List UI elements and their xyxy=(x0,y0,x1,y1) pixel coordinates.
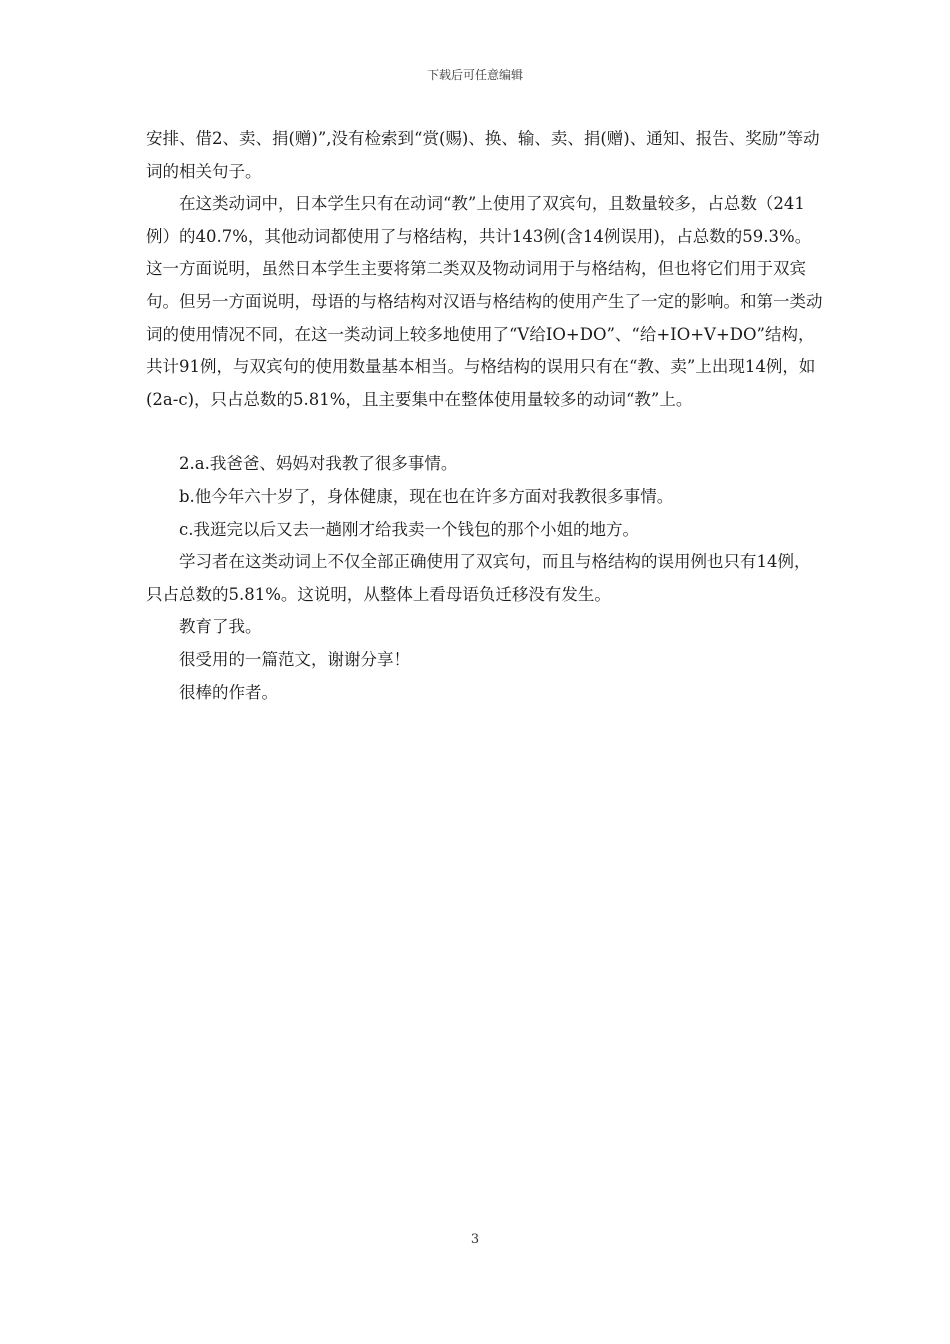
page-header-note: 下载后可任意编辑 xyxy=(426,68,523,82)
paragraph-gap xyxy=(146,416,826,448)
paragraph-2: 在这类动词中，日本学生只有在动词“教”上使用了双宾句，且数量较多，占总数（241例）的40.7%，其他动词都使用了与格结构，共计143例(含14例误用)，占总数的59.3%。这一方面说明，虽然日本学生主要将第二类双及物动词用于与格结构，但也将它们用于双宾句。但另一方面说明，母语的与格结构对汉语与格结构的使用产生了一定的影响。和第一类动词的使用情况不同，在这一类动词上较多地使用了“V给IO+DO”、“给+IO+V+DO”结构，共计91例，与双宾句的使用数量基本相当。与格结构的误用只有在“教、卖”上出现14例，如(2a-c)，只占总数的5.81%，且主要集中在整体使用量较多的动词“教”上。 xyxy=(146,194,823,409)
comment-line-2: 很受用的一篇范文，谢谢分享！ xyxy=(179,649,410,669)
example-2b: b.他今年六十岁了，身体健康，现在也在许多方面对我教很多事情。 xyxy=(179,486,674,506)
paragraph-3: 学习者在这类动词上不仅全部正确使用了双宾句，而且与格结构的误用例也只有14例，只占总数的5.81%。这说明，从整体上看母语负迁移没有发生。 xyxy=(146,552,811,604)
paragraph-1: 安排、借2、卖、捐(赠)”,没有检索到“赏(赐)、换、输、卖、捐(赠)、通知、报告、奖励”等动词的相关句子。 xyxy=(146,129,820,181)
comment-line-1: 教育了我。 xyxy=(179,617,262,637)
example-2c: c.我逛完以后又去一趟刚才给我卖一个钱包的那个小姐的地方。 xyxy=(179,519,639,539)
example-2a: 2.a.我爸爸、妈妈对我教了很多事情。 xyxy=(179,454,458,474)
document-body xyxy=(146,123,826,709)
page-number: 3 xyxy=(470,1232,480,1247)
comment-line-3: 很棒的作者。 xyxy=(179,682,278,702)
